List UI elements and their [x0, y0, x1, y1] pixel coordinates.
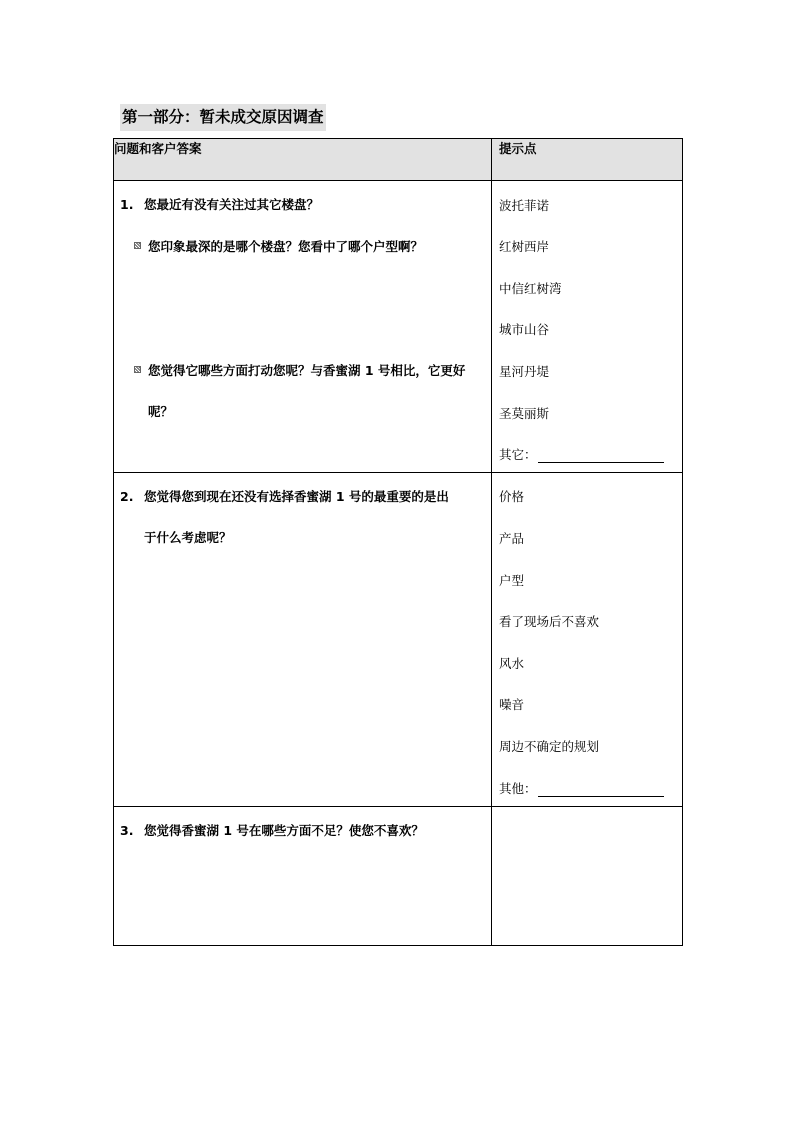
- hint-cell-3: [492, 807, 683, 946]
- hint-option: 城市山谷: [499, 322, 550, 337]
- hint-option: 红树西岸: [499, 239, 550, 254]
- survey-table: [113, 138, 683, 946]
- hint-option: 中信红树湾: [499, 281, 562, 296]
- question-1: [120, 195, 319, 213]
- square-bullet-icon: [134, 366, 141, 373]
- section-title: 第一部分：暂未成交原因调查: [120, 104, 326, 131]
- table-row: [114, 473, 683, 807]
- hint-option: 圣莫丽斯: [499, 406, 550, 421]
- other-blank-field[interactable]: [538, 448, 664, 463]
- hint-cell-1: [492, 181, 683, 473]
- hint-option: 周边不确定的规划: [499, 739, 600, 754]
- hint-option: 风水: [499, 656, 525, 671]
- question-2: [120, 487, 449, 505]
- question-2-continued: 于什么考虑呢？: [144, 530, 232, 545]
- question-number: 1.: [120, 197, 134, 212]
- question-text: 您觉得您到现在还没有选择香蜜湖 1 号的最重要的是出: [144, 489, 449, 504]
- question-cell-1: [114, 181, 492, 473]
- hint-option: 看了现场后不喜欢: [499, 614, 600, 629]
- question-cell-3: [114, 807, 492, 946]
- header-questions: 问题和客户答案: [114, 139, 492, 181]
- hint-other: 其它：: [499, 445, 664, 463]
- hint-cell-2: [492, 473, 683, 807]
- hint-option: 价格: [499, 489, 525, 504]
- hint-option: 波托菲诺: [499, 198, 550, 213]
- header-hints: 提示点: [492, 139, 683, 181]
- square-bullet-icon: [134, 242, 141, 249]
- other-blank-field[interactable]: [538, 782, 664, 797]
- question-text: 您最近有没有关注过其它楼盘？: [144, 197, 320, 212]
- question-cell-2: [114, 473, 492, 807]
- question-3: [120, 821, 424, 839]
- hint-option: 噪音: [499, 697, 525, 712]
- question-number: 2.: [120, 489, 134, 504]
- hint-option: 产品: [499, 531, 525, 546]
- table-row: [114, 807, 683, 946]
- table-row: [114, 181, 683, 473]
- hint-option: 星河丹堤: [499, 364, 550, 379]
- table-header-row: [114, 139, 683, 181]
- hint-option: 户型: [499, 573, 525, 588]
- question-text: 您觉得香蜜湖 1 号在哪些方面不足？使您不喜欢？: [144, 823, 424, 838]
- question-number: 3.: [120, 823, 134, 838]
- hint-other: 其他：: [499, 779, 664, 797]
- sub-question-1b: 您觉得它哪些方面打动您呢？与香蜜湖 1 号相比，它更好呢？: [134, 350, 484, 432]
- sub-question-1a: 您印象最深的是哪个楼盘？您看中了哪个户型啊？: [134, 226, 484, 267]
